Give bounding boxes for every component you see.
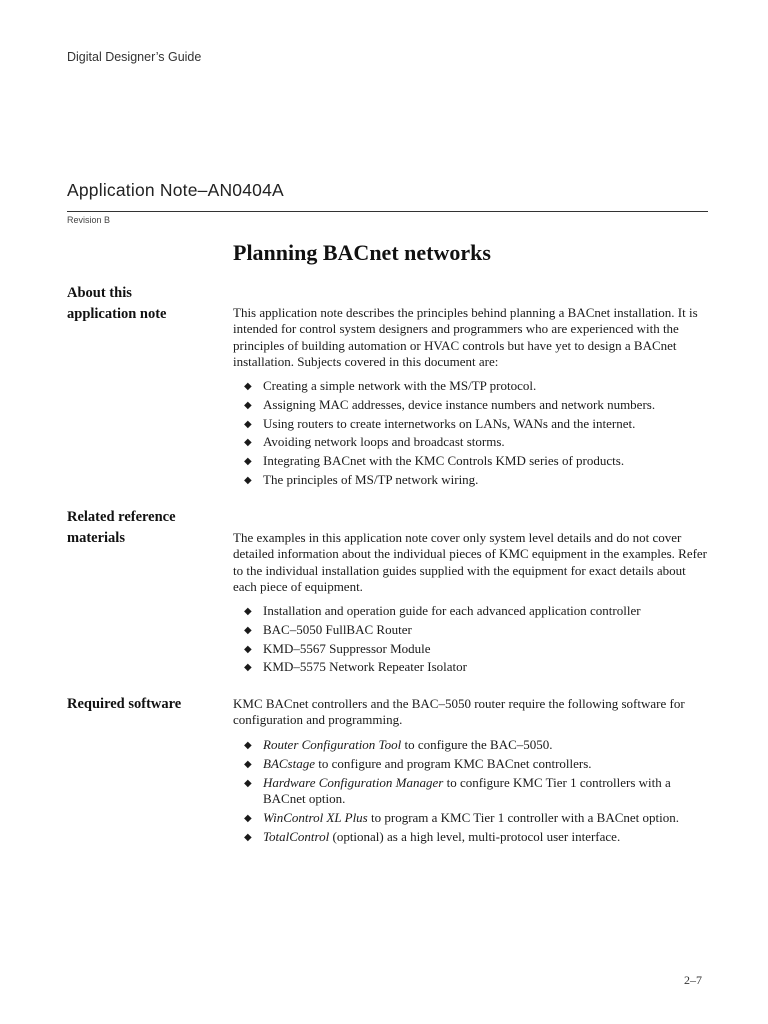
- list-item: ◆ The principles of MS/TP network wiring.: [244, 471, 479, 487]
- section-heading-software: Required software: [67, 696, 182, 712]
- list-item: ◆ Integrating BACnet with the KMC Controls KMD series of products.: [244, 453, 625, 469]
- diamond-bullet-icon: ◆: [244, 456, 252, 468]
- diamond-bullet-icon: ◆: [244, 643, 252, 655]
- software-name: Router Configuration Tool: [263, 737, 402, 752]
- list-item: ◆ WinControl XL Plus to program a KMC Tier 1 controller with a BACnet option.: [244, 810, 680, 826]
- list-item: ◆ Avoiding network loops and broadcast storms.: [244, 434, 505, 450]
- list-item: ◆ KMD–5567 Suppressor Module: [244, 640, 431, 656]
- diamond-bullet-icon: ◆: [244, 381, 252, 392]
- diamond-bullet-icon: ◆: [244, 399, 252, 411]
- related-bullet-list: [244, 603, 714, 678]
- section-heading-related: [67, 507, 176, 549]
- list-item: ◆ Using routers to create internetworks on LANs, WANs and the internet.: [244, 415, 636, 431]
- diamond-bullet-icon: ◆: [244, 740, 252, 751]
- diamond-bullet-icon: ◆: [244, 418, 252, 430]
- list-item: ◆ Router Configuration Tool to configure the BAC–5050.: [244, 737, 553, 752]
- diamond-bullet-icon: ◆: [244, 474, 252, 486]
- revision-label: Revision B: [67, 215, 111, 225]
- list-item: ◆ Hardware Configuration Manager to configure KMC Tier 1 controllers with a BACnet option.: [244, 775, 671, 807]
- about-bullet-list: [244, 378, 714, 491]
- software-paragraph: KMC BACnet controllers and the BAC–5050 router require the following software for configuration and programming.: [233, 696, 685, 728]
- list-item: ◆ Installation and operation guide for each advanced application controller: [244, 603, 641, 618]
- software-name: TotalControl: [263, 829, 330, 845]
- list-item: ◆ TotalControl (optional) as a high level, multi-protocol user interface.: [244, 829, 621, 845]
- list-item: ◆ Assigning MAC addresses, device instance numbers and network numbers.: [244, 396, 656, 412]
- application-note-title: Application Note–AN0404A: [67, 180, 284, 200]
- list-item: ◆ Creating a simple network with the MS/TP protocol.: [244, 378, 537, 393]
- page-number: 2–7: [684, 973, 702, 987]
- diamond-bullet-icon: ◆: [244, 606, 252, 617]
- section-heading-related-line2: materials: [67, 530, 125, 546]
- diamond-bullet-icon: ◆: [244, 832, 252, 844]
- diamond-bullet-icon: ◆: [244, 759, 252, 770]
- software-name: BACstage: [263, 756, 315, 771]
- list-item: ◆ BAC–5050 FullBAC Router: [244, 621, 412, 637]
- software-bullet-list: [244, 737, 714, 848]
- diamond-bullet-icon: ◆: [244, 624, 252, 636]
- diamond-bullet-icon: ◆: [244, 662, 252, 674]
- page-title: Planning BACnet networks: [233, 240, 491, 265]
- list-item: ◆ BACstage to configure and program KMC BACnet controllers.: [244, 756, 592, 771]
- software-name: Hardware Configuration Manager: [263, 775, 444, 790]
- related-paragraph: The examples in this application note cover only system level details and do not cover detailed information about the individual pieces of KMC equipment in the examples. Refer to the individual installation guides supplied with the equipment for exact details about each piece of equipment.: [233, 530, 708, 595]
- diamond-bullet-icon: ◆: [244, 813, 252, 825]
- about-paragraph: This application note describes the principles behind planning a BACnet installation. It is intended for control system designers and programmers who are experienced with the principles of building automation or HVAC controls but have yet to design a BACnet installation. Subjects covered in this document are:: [233, 305, 698, 370]
- section-heading-about-line1: About this: [67, 285, 132, 301]
- list-item: ◆ KMD–5575 Network Repeater Isolator: [244, 659, 467, 675]
- header-divider: [67, 211, 708, 212]
- software-name: WinControl XL Plus: [263, 810, 368, 826]
- running-header: Digital Designer’s Guide: [67, 50, 202, 64]
- diamond-bullet-icon: ◆: [244, 437, 252, 449]
- section-heading-about-line2: application note: [67, 306, 167, 322]
- diamond-bullet-icon: ◆: [244, 778, 252, 789]
- section-heading-about: [67, 283, 167, 325]
- section-heading-related-line1: Related reference: [67, 509, 176, 525]
